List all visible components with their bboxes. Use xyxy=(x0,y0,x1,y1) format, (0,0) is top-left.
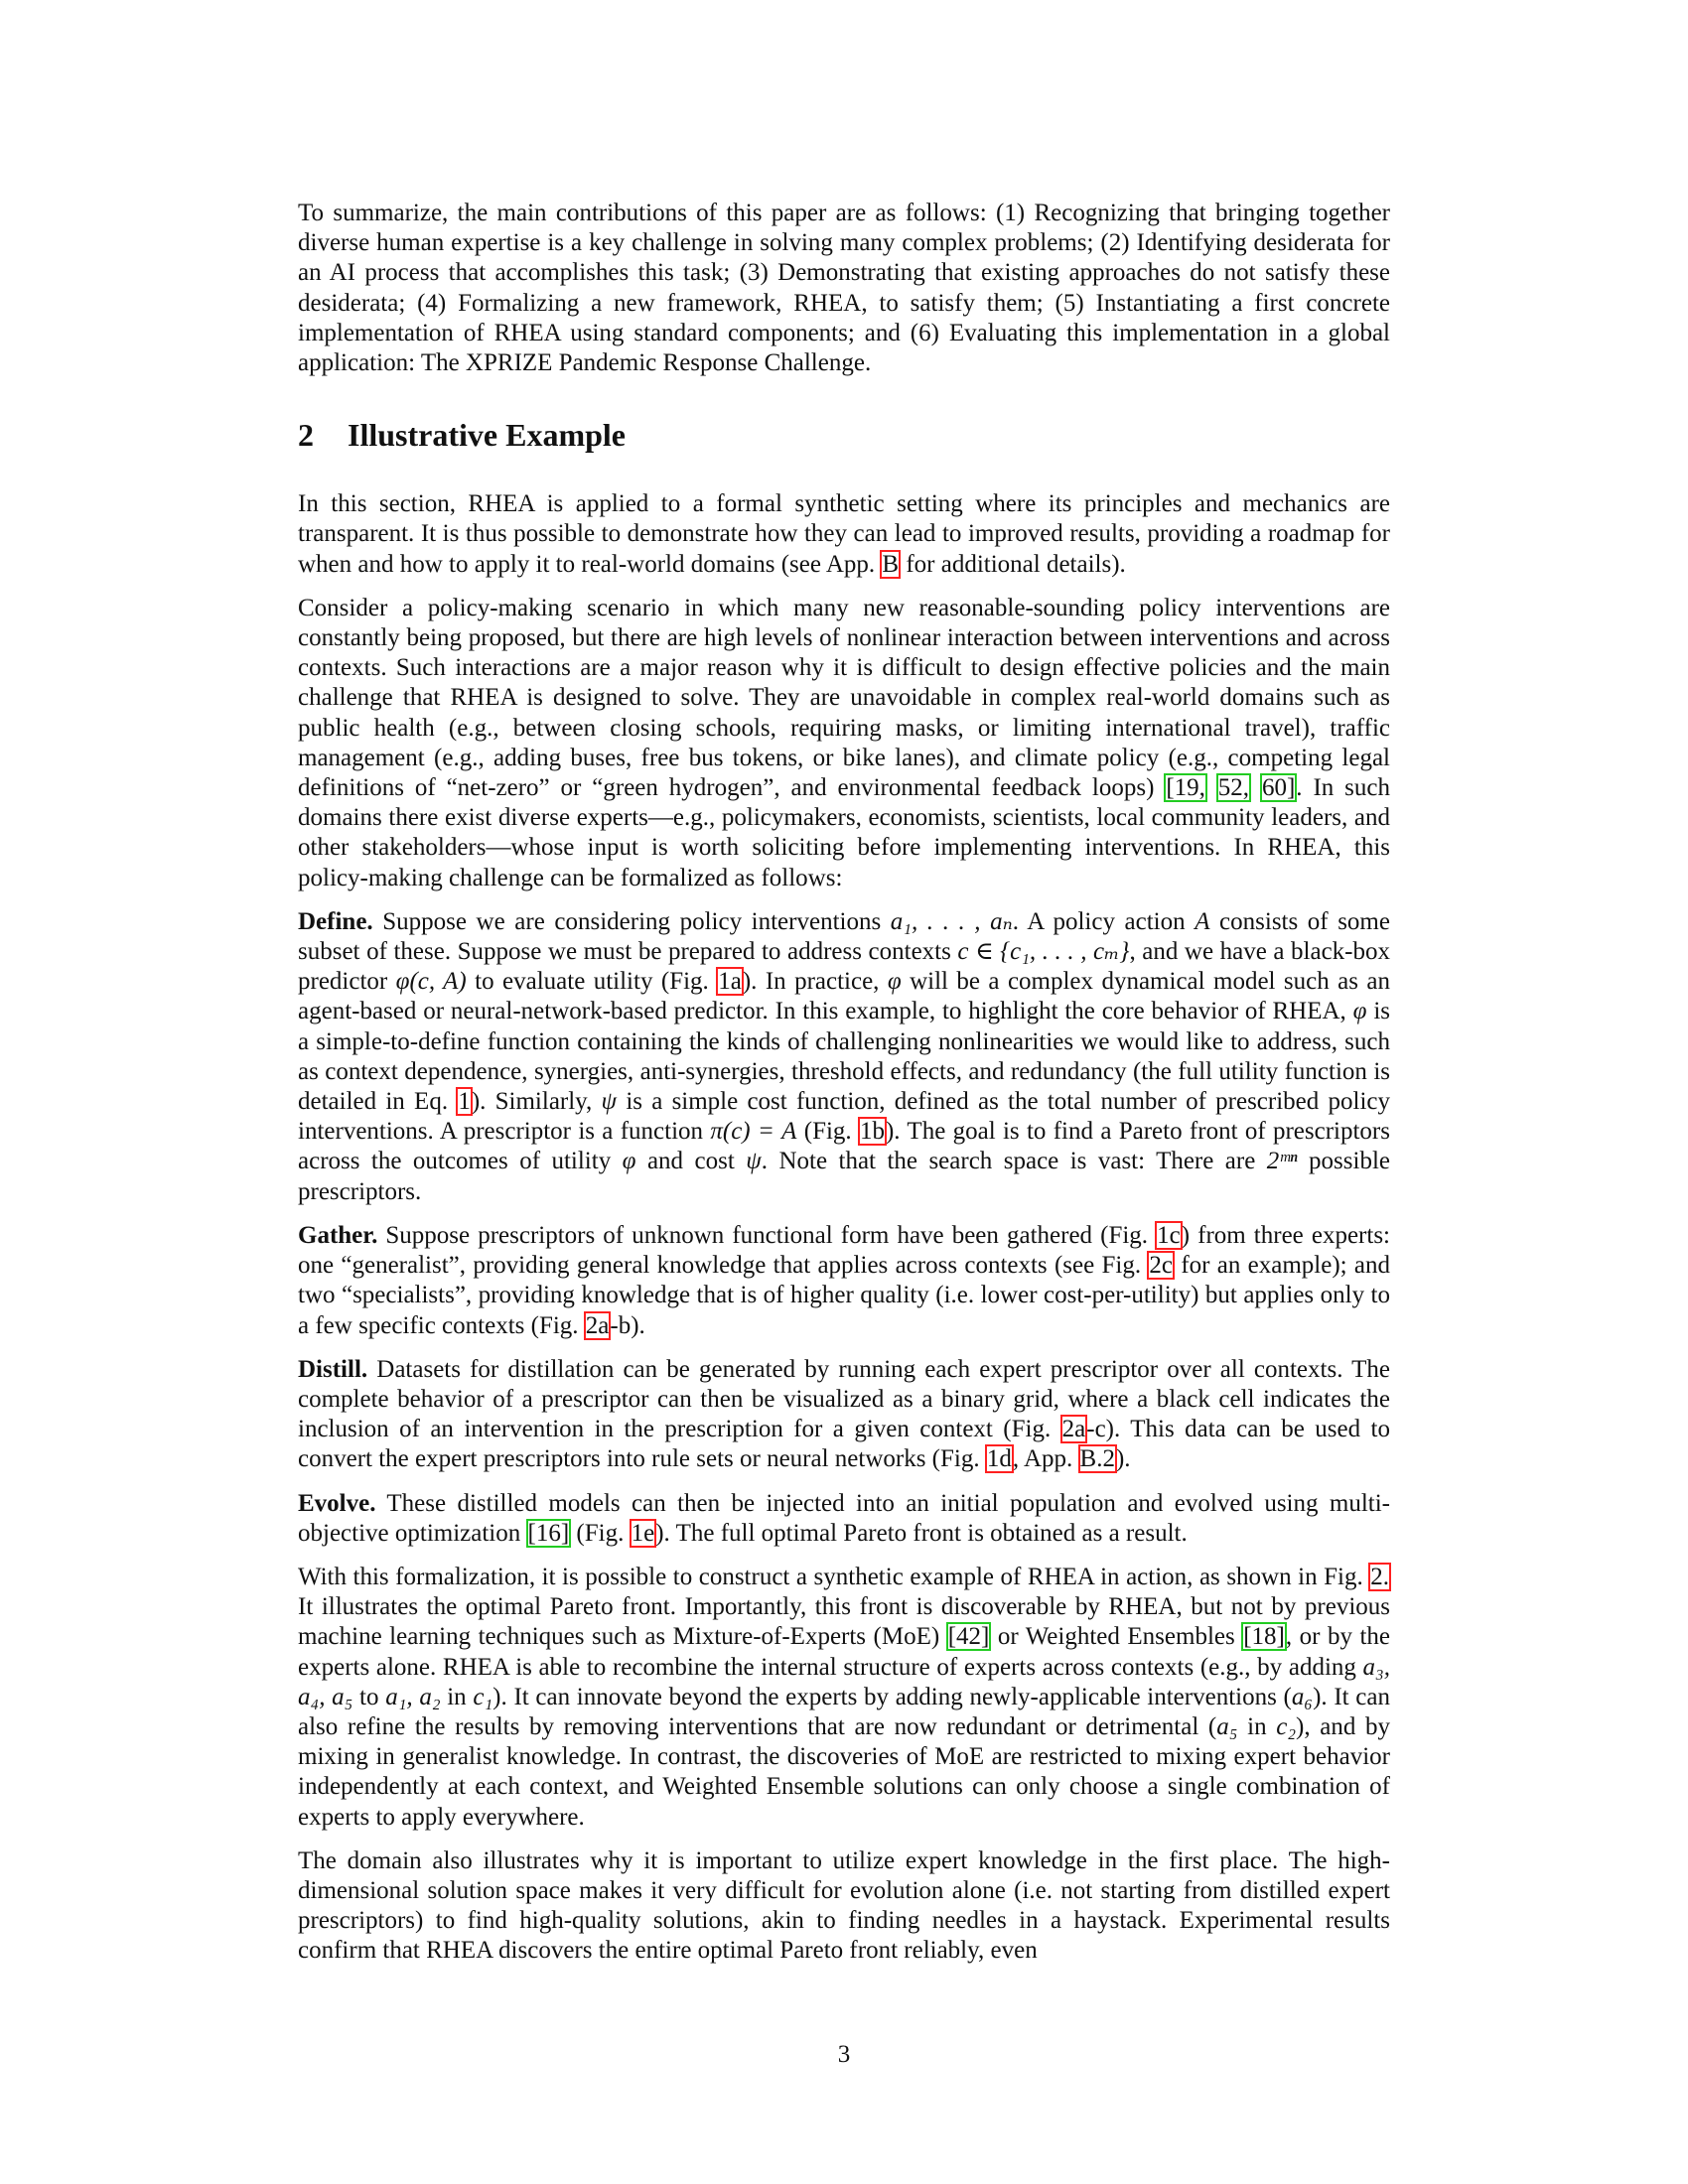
figure-link[interactable]: 2a xyxy=(1061,1416,1086,1443)
text: Suppose prescriptors of unknown functional form have been gathered (Fig. xyxy=(377,1221,1157,1249)
text: ), and by mixing in generalist knowledge. In contrast, the discoveries of MoE are restricted to mixing expert behavior independently at each context, and Weighted Ensemble solutions can only choose a single combination of experts to apply everywhere. xyxy=(298,1712,1391,1831)
math: a₁, a₂ xyxy=(385,1683,441,1710)
text: for additional details). xyxy=(900,550,1126,578)
citation-link[interactable]: [42] xyxy=(947,1623,990,1651)
text: is a simple cost function, defined as the total number of prescribed policy interventions. A prescriptor is a function xyxy=(298,1088,1390,1146)
math: ψ xyxy=(746,1148,762,1175)
text: in xyxy=(440,1683,474,1710)
math: φ xyxy=(622,1148,636,1175)
figure-link[interactable]: 1a xyxy=(718,968,742,996)
citation-link[interactable]: 60] xyxy=(1261,774,1296,802)
text: to evaluate utility (Fig. xyxy=(466,968,718,996)
text: or Weighted Ensembles xyxy=(990,1623,1243,1651)
text: (Fig. xyxy=(570,1519,631,1547)
paragraph-intro-section xyxy=(298,489,1390,580)
text: ). The goal is to find a Pareto front of prescriptors across the outcomes of utility xyxy=(298,1118,1390,1175)
paragraph-evolve xyxy=(298,1489,1390,1549)
section-title: Illustrative Example xyxy=(348,417,626,454)
text: to xyxy=(352,1683,386,1710)
section-heading xyxy=(298,416,1390,454)
figure-link[interactable]: 1d xyxy=(986,1445,1012,1473)
text: ). xyxy=(1115,1445,1131,1473)
math: A xyxy=(1195,907,1210,935)
text: and cost xyxy=(635,1148,747,1175)
math: 2ᵐⁿ xyxy=(1266,1148,1298,1175)
text: , or by the experts alone. RHEA is able to recombine the internal structure of experts across contexts (e.g., by adding xyxy=(298,1623,1390,1681)
figure-link[interactable]: 2c xyxy=(1149,1252,1174,1280)
text: , App. xyxy=(1012,1445,1079,1473)
math: π(c) = A xyxy=(710,1118,797,1146)
figure-link[interactable]: 2. xyxy=(1370,1563,1389,1590)
text: Datasets for distillation can be generated by running each expert prescriptor over all contexts. The complete behavior of a prescriptor can then be visualized as a binary grid, where a black cell indicates the inclusion of an intervention in the prescription for a given context (Fig. xyxy=(298,1355,1390,1443)
math: a₆ xyxy=(1291,1683,1314,1710)
runin-heading: Define. xyxy=(298,907,373,935)
paragraph-distill xyxy=(298,1355,1390,1475)
text: . A policy action xyxy=(1012,907,1196,935)
equation-link[interactable]: 1 xyxy=(458,1088,471,1116)
text: will be a complex dynamical model such as an agent-based or neural-network-based predictor. In this example, to highlight the core behavior of RHEA, xyxy=(298,968,1390,1025)
appendix-link[interactable]: B.2 xyxy=(1079,1445,1115,1473)
text: ). It can also refine the results by removing interventions that are now redundant or detrimental ( xyxy=(298,1683,1390,1740)
math: a₃, a₄, a₅ xyxy=(298,1653,1390,1710)
page-number: 3 xyxy=(837,2041,851,2068)
text: ). It can innovate beyond the experts by adding newly-applicable interventions ( xyxy=(492,1683,1292,1710)
text: . In such domains there exist diverse experts—e.g., policymakers, economists, scientists, local community leaders, and other stakeholders—whose input is worth soliciting before implementing interventions. In RHEA, this policy-making challenge can be formalized as follows: xyxy=(298,774,1390,891)
figure-link[interactable]: 2a xyxy=(585,1311,610,1339)
paragraph-define xyxy=(298,907,1390,1207)
paragraph-formalization xyxy=(298,1563,1390,1833)
appendix-link[interactable]: B xyxy=(882,550,900,578)
math: a₁, . . . , aₙ xyxy=(890,907,1013,935)
paragraph-domain: The domain also illustrates why it is important to utilize expert knowledge in the first place. The high-dimensional solution space makes it very difficult for evolution alone (i.e. not starting from distilled expert prescriptors) to find high-quality solutions, akin to finding needles in a haystack. Experimental results confirm that RHEA discovers the entire optimal Pareto front reliably, even xyxy=(298,1846,1390,1965)
runin-heading: Evolve. xyxy=(298,1489,376,1517)
text: for an example); and two “specialists”, providing knowledge that is of higher quality (i.e. lower cost-per-utility) but applies only to a few specific contexts (Fig. xyxy=(298,1252,1391,1339)
citation-link[interactable]: 52, xyxy=(1217,774,1250,802)
text: in xyxy=(1237,1712,1277,1740)
citation-link[interactable]: [18] xyxy=(1243,1623,1285,1651)
text: is a simple-to-define function containing the kinds of challenging nonlinearities we would like to address, such as context dependence, synergies, anti-synergies, threshold effects, and redundancy (the full utility function is detailed in Eq. xyxy=(298,998,1390,1116)
math: φ xyxy=(887,968,902,996)
intro-paragraph: To summarize, the main contributions of this paper are as follows: (1) Recognizing that bringing together diverse human expertise is a key challenge in solving many complex problems; (2) Identifying desiderata for an AI process that accomplishes this task; (3) Demonstrating that existing approaches do not satisfy these desiderata; (4) Formalizing a new framework, RHEA, to satisfy them; (5) Instantiating a first concrete implementation of RHEA using standard components; and (6) Evaluating this implementation in a global application: The XPRIZE Pandemic Response Challenge. xyxy=(298,200,1390,377)
text: ). In practice, xyxy=(742,968,888,996)
text: , and we have a black-box predictor xyxy=(298,938,1391,996)
text: consists of some subset of these. Suppose we must be prepared to address contexts xyxy=(298,907,1390,966)
text: possible prescriptors. xyxy=(298,1148,1390,1205)
math: φ xyxy=(1352,998,1367,1025)
math: ψ xyxy=(601,1088,618,1116)
text: . Note that the search space is vast: There are xyxy=(761,1148,1267,1175)
text: -b). xyxy=(610,1311,645,1339)
citation-link[interactable]: [16] xyxy=(527,1519,570,1547)
figure-link[interactable]: 1b xyxy=(859,1118,885,1146)
section-number: 2 xyxy=(298,417,314,454)
runin-heading: Gather. xyxy=(298,1221,378,1249)
text: Suppose we are considering policy interventions xyxy=(372,907,891,935)
text: ). The full optimal Pareto front is obtained as a result. xyxy=(655,1519,1188,1547)
math: c ∈ {c₁, . . . , cₘ} xyxy=(957,938,1130,966)
runin-heading: Distill. xyxy=(298,1355,368,1383)
paragraph-gather xyxy=(298,1221,1390,1341)
figure-link[interactable]: 1c xyxy=(1157,1221,1181,1249)
text: ) from three experts: one “generalist”, providing general knowledge that applies across contexts (see Fig. xyxy=(298,1221,1390,1280)
text: With this formalization, it is possible to construct a synthetic example of RHEA in action, as shown in Fig. xyxy=(298,1563,1370,1590)
text: It illustrates the optimal Pareto front. Importantly, this front is discoverable by RHEA, but not by previous machine learning techniques such as Mixture-of-Experts (MoE) xyxy=(298,1593,1390,1651)
citation-link[interactable]: [19, xyxy=(1166,774,1205,802)
text: ). Similarly, xyxy=(471,1088,602,1116)
math: a₅ xyxy=(1216,1712,1238,1740)
math: c₂ xyxy=(1276,1712,1297,1740)
page-body xyxy=(298,199,1390,1980)
text: These distilled models can then be injected into an initial population and evolved using multi-objective optimization xyxy=(298,1489,1390,1547)
figure-link[interactable]: 1e xyxy=(631,1519,655,1547)
math: φ(c, A) xyxy=(395,968,467,996)
text: In this section, RHEA is applied to a formal synthetic setting where its principles and mechanics are transparent. It is thus possible to demonstrate how they can lead to improved results, providing a roadmap for when and how to apply it to real-world domains (see App. xyxy=(298,490,1390,578)
text: (Fig. xyxy=(796,1118,859,1146)
text: Consider a policy-making scenario in which many new reasonable-sounding policy interventions are constantly being proposed, but there are high levels of nonlinear interaction between interventions and across contexts. Such interactions are a major reason why it is difficult to design effective policies and the main challenge that RHEA is designed to solve. They are unavoidable in complex real-world domains such as public health (e.g., between closing schools, requiring masks, or limiting international travel), traffic management (e.g., adding buses, free bus tokens, or bike lanes), and climate policy (e.g., competing legal definitions of “net-zero” or “green hydrogen”, and environmental feedback loops) xyxy=(298,594,1390,802)
text: -c). This data can be used to convert the expert prescriptors into rule sets or neural networks (Fig. xyxy=(298,1416,1390,1473)
paragraph-scenario xyxy=(298,594,1390,893)
math: c₁ xyxy=(473,1683,493,1710)
